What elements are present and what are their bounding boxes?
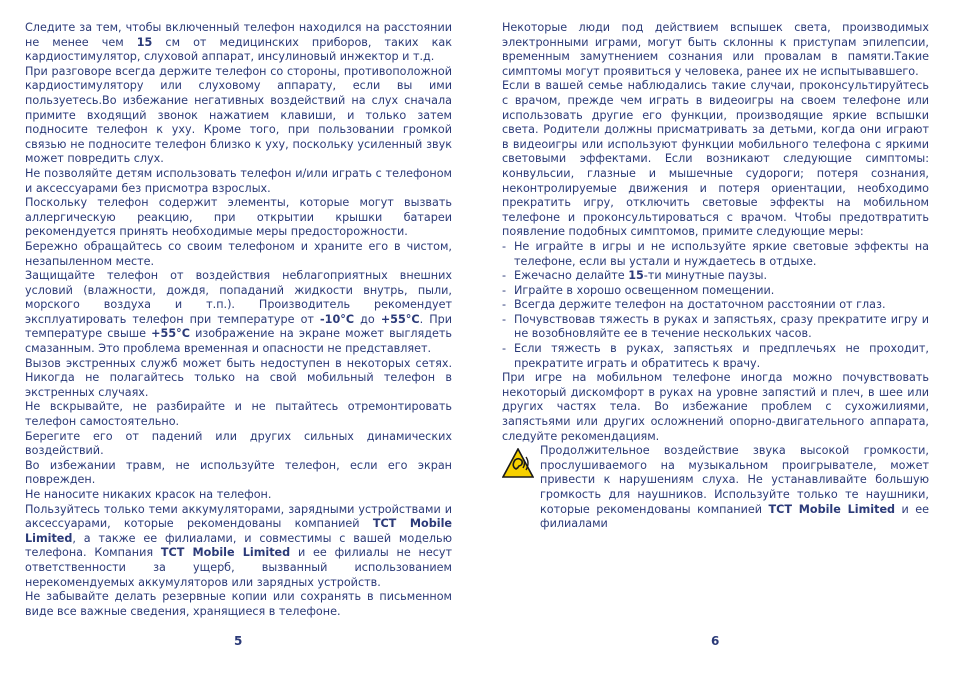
paragraph: Пользуйтесь только теми аккумуляторами, зарядными устройствами и аксессуарами, которые рекомендованы компанией TCT Mobile Limited, а также ее филиалами, и совместимы с вашей моделью телефона. Компания TCT Mobile Limited и ее филиалы не несут ответственности за ущерб, вызванный использованием нерекомендуемых аккумуляторов или зарядных устройств. — [25, 502, 453, 589]
hearing-warning-icon — [502, 448, 534, 478]
paragraph: При разговоре всегда держите телефон со стороны, противоположной кардиостимулятору или слуховому аппарату, если вы ими пользуетесь.Во избежание негативных воздействий на слух сначала примите входящий звонок нажатием клавиши, и только затем подносите телефон к уху. Кроме того, при пользовании громкой связью не подносите телефон близко к уху, поскольку усиленный звук может повредить слух. — [25, 64, 452, 166]
paragraph: Вызов экстренных служб может быть недоступен в некоторых сетях. Никогда не полагайтесь только на свой мобильный телефон в экстренных случаях. — [25, 356, 452, 399]
list-item: - Играйте в хорошо освещенном помещении. — [514, 284, 929, 299]
left-page-body — [25, 21, 452, 619]
paragraph: Бережно обращайтесь со своим телефоном и храните его в чистом, незапыленном месте. — [25, 239, 452, 268]
paragraph: Некоторые люди под действием вспышек света, производимых электронными играми, могут быть склонны к приступам эпилепсии, временным замутнением сознания или провалам в памяти.Такие симптомы могут проявиться у человека, ранее их не испытывавшего. — [502, 21, 929, 78]
list-item: - Почувствовав тяжесть в руках и запястьях, сразу прекратите игру и не возобновляйте ее в течение нескольких часов. — [514, 313, 929, 342]
paragraph: Во избежании травм, не используйте телефон, если его экран поврежден. — [25, 458, 452, 487]
list-item: - Не играйте в игры и не используйте яркие световые эффекты на телефоне, если вы устали и нуждаетесь в отдыхе. — [514, 240, 929, 269]
paragraph: Не вскрывайте, не разбирайте и не пытайтесь отремонтировать телефон самостоятельно. — [25, 400, 452, 429]
page-number: 5 — [234, 634, 243, 648]
paragraph: При игре на мобильном телефоне иногда можно почувствовать некоторый дискомфорт в руках на уровне запястий и плеч, в шее или других частях тела. Во избежание проблем с сухожилиями, запястьями или других осложнений опорно-двигательного аппарата, следуйте рекомендациям. — [502, 371, 929, 443]
paragraph: Не позволяйте детям использовать телефон и/или играть с телефоном и аксессуарами без присмотра взрослых. — [25, 166, 452, 195]
paragraph: Не забывайте делать резервные копии или сохранять в письменном виде все важные сведения, хранящиеся в телефоне. — [25, 590, 452, 618]
list-item: - Всегда держите телефон на достаточном расстоянии от глаз. — [514, 298, 929, 313]
list-item: - Ежечасно делайте 15-ти минутные паузы. — [514, 269, 929, 284]
list-item: - Если тяжесть в руках, запястьях и предплечьях не проходит, прекратите играть и обратитесь к врачу. — [514, 342, 929, 371]
paragraph: Поскольку телефон содержит элементы, которые могут вызвать аллергическую реакцию, при открытии крышки батареи рекомендуется принять необходимые меры предосторожности. — [25, 196, 452, 239]
paragraph: Берегите его от падений или других сильных динамических воздействий. — [25, 429, 452, 458]
paragraph: Если в вашей семье наблюдались такие случаи, проконсультируйтесь с врачом, прежде чем играть в видеоигры на своем телефоне или использовать другие его функции, производящие яркие вспышки света. Родители должны присматривать за детьми, когда они играют в видеоигры или используют функции мобильного телефона с яркими световыми эффектами. Если возникают следующие симптомы: конвульсии, глазные и мышечные судороги; потеря сознания, неконтролируемые движения и потеря ориентации, необходимо прекратить игру, отключить световые эффекты на мобильном телефоне и проконсультироваться с врачом. Чтобы предотвратить появление подобных симптомов, примите следующие меры: — [502, 79, 929, 239]
right-page-body — [502, 21, 929, 532]
page-number: 6 — [711, 634, 720, 648]
warning-text: Продолжительное воздействие звука высокой громкости, прослушиваемого на музыкальном проигрывателе, может привести к нарушениям слуха. Не устанавливайте большую громкость для наушников. Используйте только те наушники, которые рекомендованы компанией TCT Mobile Limited и ее филиалами — [540, 444, 929, 531]
hearing-warning — [502, 444, 929, 532]
paragraph: Следите за тем, чтобы включенный телефон находился на расстоянии не менее чем 15 см от медицинских приборов, таких как кардиостимулятор, слуховой аппарат, инсулиновый инжектор и т.д. — [25, 21, 452, 64]
paragraph: Не наносите никаких красок на телефон. — [25, 488, 272, 501]
precautions-list — [502, 240, 929, 371]
paragraph: Защищайте телефон от воздействия неблагоприятных внешних условий (влажности, дождя, попаданий жидкости внутрь, пыли, морского воздуха и т.п.). Производитель рекомендует эксплуатировать телефон при температуре от -10°C до +55°C. При температуре свыше +55°C изображение на экране может выглядеть смазанным. Это проблема временная и опасности не представляет. — [25, 269, 452, 356]
